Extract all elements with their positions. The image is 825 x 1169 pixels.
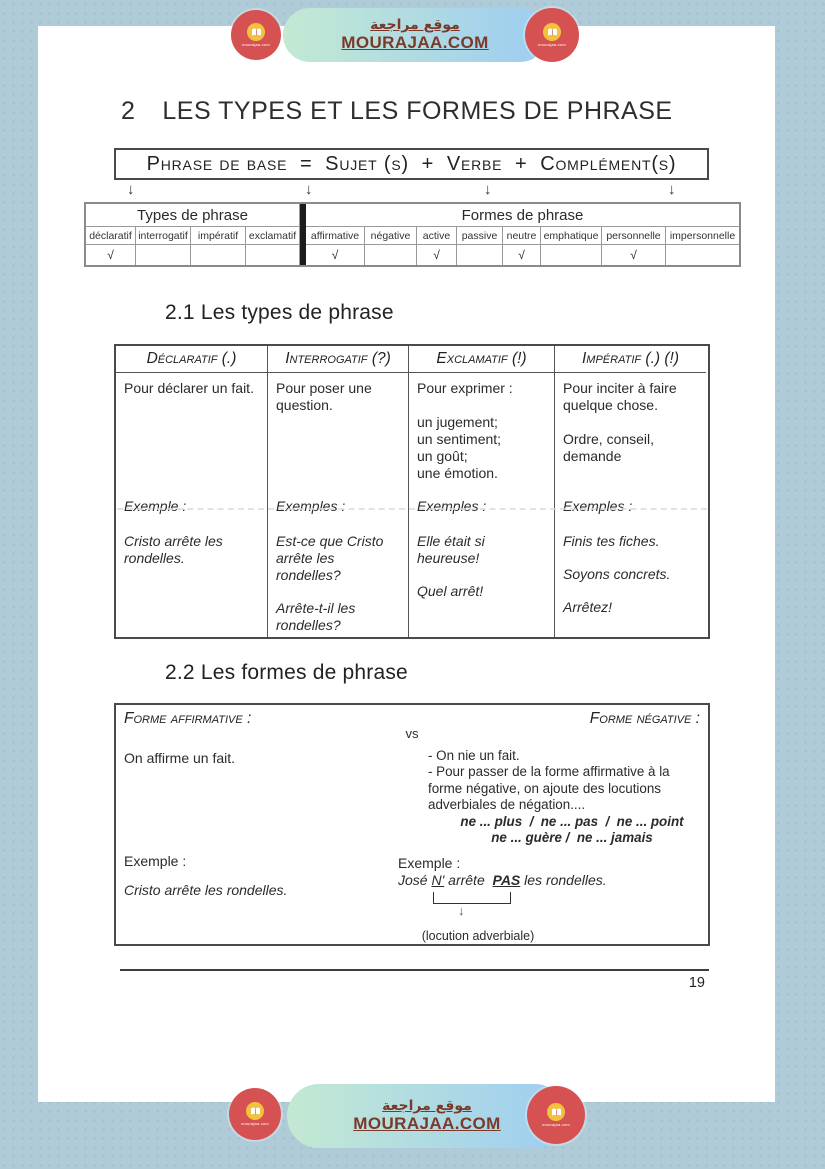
example-text: Quel arrêt! xyxy=(417,583,484,600)
negative-example xyxy=(398,872,607,888)
col-body-declaratif xyxy=(116,373,268,637)
example-text: Soyons concrets. xyxy=(563,566,671,583)
example-text: Arrête-t-il les rondelles? xyxy=(276,600,356,634)
col-body-exclamatif xyxy=(409,373,555,637)
forme-col-emphatique: emphatique xyxy=(541,227,602,245)
example-part: les rondelles. xyxy=(520,872,607,888)
example-part: arrête xyxy=(444,872,493,888)
page-title xyxy=(121,97,673,126)
forme-col-impersonnelle: impersonnelle xyxy=(666,227,739,245)
example-text: Finis tes fiches. xyxy=(563,533,660,550)
forme-col-active: active xyxy=(417,227,457,245)
negation-locutions: ne ... plus / ne ... pas / ne ... point xyxy=(460,813,684,829)
forme-col-passive: passive xyxy=(457,227,503,245)
example-label: Exemples : xyxy=(417,498,487,514)
example-text: Arrêtez! xyxy=(563,599,613,616)
site-stamp-badge xyxy=(231,10,281,60)
example-text: Elle était si heureuse! xyxy=(417,533,485,567)
checkmark-cell xyxy=(136,245,191,265)
stamp-label: mourajaa.com xyxy=(542,1122,570,1127)
description-text: un jugement; xyxy=(417,414,498,431)
description-text: un goût; xyxy=(417,448,468,465)
down-arrow-icon: ↓ xyxy=(305,181,313,198)
type-col-declaratif: déclaratif xyxy=(86,227,136,245)
overview-table xyxy=(84,202,741,267)
col-header-interrogatif: Interrogatif (?) xyxy=(268,346,409,373)
bracket-connector xyxy=(433,892,511,904)
negative-header: Forme négative : xyxy=(589,710,700,727)
type-col-exclamatif: exclamatif xyxy=(246,227,300,245)
example-label: Exemples : xyxy=(276,498,346,514)
description-text: Ordre, conseil, demande xyxy=(563,431,655,465)
col-header-declaratif: Déclaratif (.) xyxy=(116,346,268,373)
stamp-label: mourajaa.com xyxy=(242,42,270,47)
footer-rule xyxy=(120,969,709,971)
site-stamp-badge xyxy=(527,1086,585,1144)
header-banner xyxy=(283,8,547,62)
down-arrow-icon: ↓ xyxy=(484,181,492,198)
forme-col-neutre: neutre xyxy=(503,227,541,245)
checkmark-cell xyxy=(541,245,602,265)
description-text: Pour exprimer : xyxy=(417,380,513,396)
book-icon xyxy=(247,23,265,41)
header-site-link[interactable]: MOURAJAA.COM xyxy=(341,33,489,52)
affirmative-header: Forme affirmative : xyxy=(124,710,252,727)
example-label: Exemple : xyxy=(398,855,461,871)
type-col-imperatif: impératif xyxy=(191,227,246,245)
description-text: Pour déclarer un fait. xyxy=(124,380,254,396)
example-text: Est-ce que Cristo arrête les rondelles? xyxy=(276,533,384,584)
checkmark-cell: √ xyxy=(86,245,136,265)
checkmark-cell xyxy=(365,245,417,265)
stamp-label: mourajaa.com xyxy=(241,1121,269,1126)
checkmark-cell: √ xyxy=(602,245,666,265)
forme-col-negative: négative xyxy=(365,227,417,245)
negative-description xyxy=(428,748,716,846)
affirmative-example: Cristo arrête les rondelles. xyxy=(124,882,288,898)
heading-2-1: 2.1 Les types de phrase xyxy=(165,301,394,324)
site-stamp-badge xyxy=(525,8,579,62)
header-arabic-link[interactable]: موقع مراجعة xyxy=(370,17,460,33)
col-header-imperatif: Impératif (.) (!) xyxy=(555,346,706,373)
negative-line: forme négative, on ajoute des locutions xyxy=(428,780,661,796)
checkmark-cell xyxy=(246,245,300,265)
affirmative-description: On affirme un fait. xyxy=(124,750,236,766)
footer-banner xyxy=(287,1084,567,1148)
description-text: un sentiment; xyxy=(417,431,502,448)
example-label: Exemple : xyxy=(124,498,187,514)
checkmark-cell: √ xyxy=(503,245,541,265)
site-stamp-badge xyxy=(229,1088,281,1140)
description-text: Pour poser une question. xyxy=(276,380,372,414)
formes-de-phrase-box xyxy=(114,703,710,946)
checkmark-cell xyxy=(191,245,246,265)
example-label: Exemple : xyxy=(124,853,187,869)
description-text: Pour inciter à faire quelque chose. xyxy=(563,380,677,414)
stamp-label: mourajaa.com xyxy=(538,42,566,47)
type-col-interrogatif: interrogatif xyxy=(136,227,191,245)
down-arrow-icon: ↓ xyxy=(668,181,676,198)
example-label: Exemples : xyxy=(563,498,633,514)
checkmark-cell: √ xyxy=(417,245,457,265)
checkmark-cell xyxy=(666,245,739,265)
negation-particle: N' xyxy=(431,872,445,888)
section-number: 2 xyxy=(121,97,136,125)
forme-col-affirmative: affirmative xyxy=(306,227,365,245)
negative-line: - Pour passer de la forme affirmative à la xyxy=(428,764,670,780)
col-body-interrogatif xyxy=(268,373,409,637)
example-part: José xyxy=(398,872,432,888)
negation-locutions: ne ... guère / ne ... jamais xyxy=(491,830,653,846)
checkmark-cell: √ xyxy=(306,245,365,265)
locution-annotation: (locution adverbiale) xyxy=(421,929,535,943)
phrase-de-base-formula: Phrase de base = Sujet (s) + Verbe + Complément(s) xyxy=(114,148,709,180)
section-title: LES TYPES ET LES FORMES DE PHRASE xyxy=(162,97,673,125)
negation-particle: PAS xyxy=(492,872,521,888)
col-header-exclamatif: Exclamatif (!) xyxy=(409,346,555,373)
down-arrow-icon: ↓ xyxy=(127,181,135,198)
col-body-imperatif xyxy=(555,373,706,637)
description-text: une émotion. xyxy=(417,465,498,482)
example-text: Cristo arrête les rondelles. xyxy=(124,533,223,567)
vs-label: vs xyxy=(405,726,419,741)
forme-col-personnelle: personnelle xyxy=(602,227,666,245)
overview-group-types: Types de phrase xyxy=(86,204,300,227)
negative-line: - On nie un fait. xyxy=(428,748,520,763)
book-icon xyxy=(547,1103,565,1121)
overview-group-formes: Formes de phrase xyxy=(306,204,739,227)
scan-artifact-line xyxy=(117,508,707,510)
types-de-phrase-table xyxy=(114,344,710,639)
page-number: 19 xyxy=(688,975,705,991)
down-arrow-icon: ↓ xyxy=(458,903,465,918)
checkmark-cell xyxy=(457,245,503,265)
book-icon xyxy=(246,1102,264,1120)
book-icon xyxy=(543,23,561,41)
negative-line: adverbiales de négation.... xyxy=(428,797,586,813)
footer-arabic-link[interactable]: موقع مراجعة xyxy=(382,1098,472,1114)
heading-2-2: 2.2 Les formes de phrase xyxy=(165,661,408,684)
footer-site-link[interactable]: MOURAJAA.COM xyxy=(353,1114,501,1133)
